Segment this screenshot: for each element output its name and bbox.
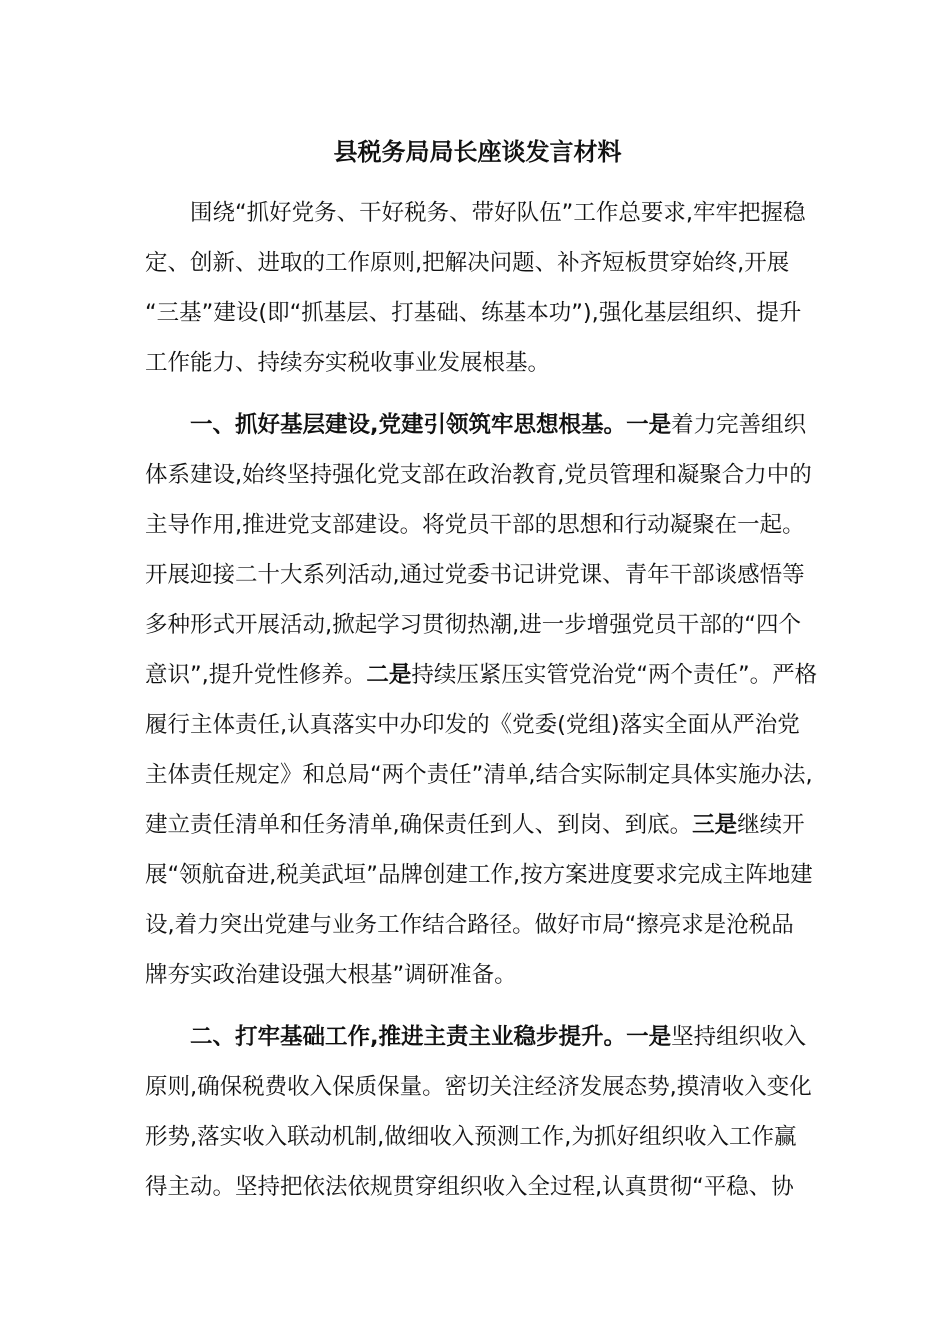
intro-paragraph	[145, 188, 810, 388]
text-line: 得主动。坚持把依法依规贯穿组织收入全过程,认真贯彻“平稳、协	[145, 1174, 794, 1200]
text-run: 意识”,提升党性修养。	[145, 662, 367, 688]
text-line: “三基”建设(即“抓基层、打基础、练基本功”),强化基层组织、提升	[145, 300, 802, 326]
section-1-heading: 一、抓好基层建设,党建引领筑牢思想根基。	[190, 412, 627, 438]
bold-marker: 一是	[626, 412, 672, 438]
bold-marker: 一是	[626, 1024, 672, 1050]
bold-marker: 三是	[692, 812, 738, 838]
text-line: 多种形式开展活动,掀起学习贯彻热潮,进一步增强党员干部的“四个	[145, 612, 801, 638]
text-line: 展“领航奋进,税美武垣”品牌创建工作,按方案进度要求完成主阵地建	[145, 862, 813, 888]
text-run: 继续开	[737, 812, 805, 838]
text-line: 形势,落实收入联动机制,做细收入预测工作,为抓好组织收入工作赢	[145, 1124, 797, 1150]
section-1-paragraph	[145, 400, 818, 1000]
document-title: 县税务局局长座谈发言材料	[333, 138, 622, 166]
text-line: 主导作用,推进党支部建设。将党员干部的思想和行动凝聚在一起。	[145, 512, 805, 538]
text-line: 工作能力、持续夯实税收事业发展根基。	[145, 350, 551, 376]
text-line: 开展迎接二十大系列活动,通过党委书记讲党课、青年干部谈感悟等	[145, 562, 805, 588]
text-run: 持续压紧压实管党治党“两个责任”。严格	[411, 662, 818, 688]
text-line: 履行主体责任,认真落实中办印发的《党委(党组)落实全面从严治党	[145, 712, 800, 738]
text-line	[145, 400, 810, 450]
text-run: 围绕“抓好党务、干好税务、带好队伍”工作总要求,牢牢把握稳	[190, 200, 806, 226]
section-2-paragraph	[145, 1012, 810, 1212]
text-line: 设,着力突出党建与业务工作结合路径。做好市局“擦亮求是沧税品	[145, 912, 794, 938]
text-run: 建立责任清单和任务清单,确保责任到人、到岗、到底。	[145, 812, 693, 838]
text-line: 主体责任规定》和总局“两个责任”清单,结合实际制定具体实施办法,	[145, 762, 813, 788]
text-line: 定、创新、进取的工作原则,把解决问题、补齐短板贯穿始终,开展	[145, 250, 790, 276]
text-line: 原则,确保税费收入保质保量。密切关注经济发展态势,摸清收入变化	[145, 1074, 812, 1100]
bold-marker: 二是	[366, 662, 412, 688]
text-line	[145, 800, 810, 850]
text-line: 体系建设,始终坚持强化党支部在政治教育,党员管理和凝聚合力中的	[145, 462, 812, 488]
text-line	[145, 650, 818, 700]
text-line: 牌夯实政治建设强大根基”调研准备。	[145, 962, 517, 988]
text-line	[145, 188, 810, 238]
text-run: 坚持组织收入	[671, 1024, 807, 1050]
section-2-heading: 二、打牢基础工作,推进主责主业稳步提升。	[190, 1024, 627, 1050]
text-run: 着力完善组织	[671, 412, 807, 438]
text-line	[145, 1012, 810, 1062]
